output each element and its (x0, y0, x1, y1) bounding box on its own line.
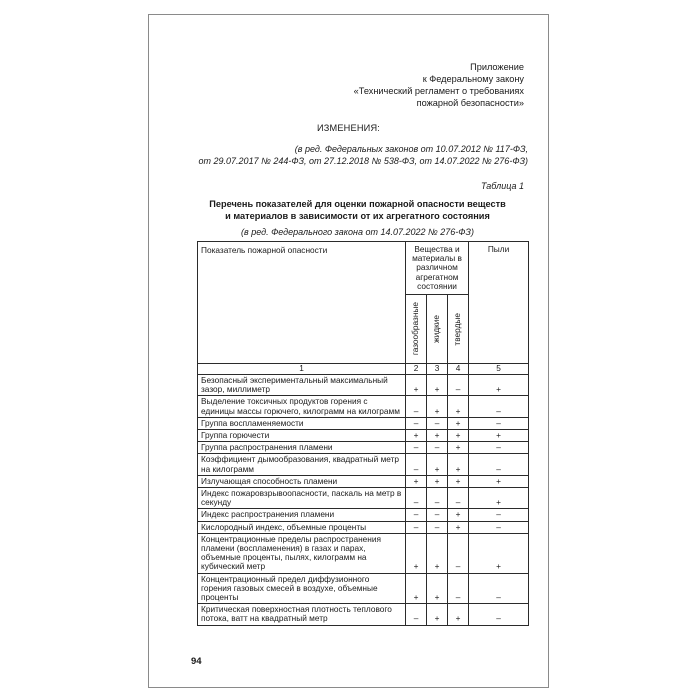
column-numbers-row (198, 364, 529, 375)
liquid-mark: – (427, 488, 448, 509)
dust-mark: + (469, 533, 529, 573)
header-indicator: Показатель пожарной опасности (198, 242, 406, 364)
header-solid (448, 295, 469, 364)
dust-mark: + (469, 430, 529, 442)
table-row (198, 430, 529, 442)
document-page (148, 14, 549, 688)
indicator-name: Выделение токсичных продуктов горения с единицы массы горючего, килограмм на килограмм (198, 396, 406, 417)
dust-mark: – (469, 521, 529, 533)
gaseous-mark: + (406, 533, 427, 573)
table-label: Таблица 1 (480, 181, 524, 191)
liquid-mark: + (427, 573, 448, 604)
table-row (198, 375, 529, 396)
dust-mark: + (469, 375, 529, 396)
indicator-name: Излучающая способность пламени (198, 475, 406, 487)
appendix-line: пожарной безопасности» (416, 98, 524, 108)
header-gaseous (406, 295, 427, 364)
dust-mark: – (469, 604, 529, 625)
gaseous-mark: – (406, 442, 427, 454)
changes-ref-line: (в ред. Федеральных законов от 10.07.2012 № 117-ФЗ, (294, 144, 528, 154)
indicator-name: Концентрационный предел диффузионного горения газовых смесей в воздухе, объемные проценты (198, 573, 406, 604)
table-row (198, 442, 529, 454)
header-dust: Пыли (469, 242, 529, 364)
dust-mark: + (469, 475, 529, 487)
gaseous-mark: – (406, 396, 427, 417)
indicator-name: Безопасный экспериментальный максимальный зазор, миллиметр (198, 375, 406, 396)
indicator-name: Группа горючести (198, 430, 406, 442)
dust-mark: – (469, 417, 529, 429)
appendix-header (264, 61, 524, 109)
changes-references (185, 143, 528, 167)
table-row (198, 417, 529, 429)
table-row (198, 604, 529, 625)
solid-mark: + (448, 417, 469, 429)
column-number: 4 (448, 364, 469, 375)
dust-mark: + (469, 488, 529, 509)
indicator-name: Кислородный индекс, объемные проценты (198, 521, 406, 533)
table-row (198, 488, 529, 509)
indicator-name: Критическая поверхностная плотность теплового потока, ватт на квадратный метр (198, 604, 406, 625)
table-row (198, 454, 529, 475)
liquid-mark: – (427, 509, 448, 521)
header-solid-label: твердые (452, 312, 463, 346)
gaseous-mark: + (406, 430, 427, 442)
liquid-mark: + (427, 396, 448, 417)
indicator-name: Группа воспламеняемости (198, 417, 406, 429)
solid-mark: + (448, 454, 469, 475)
gaseous-mark: – (406, 604, 427, 625)
solid-mark: – (448, 573, 469, 604)
liquid-mark: – (427, 417, 448, 429)
liquid-mark: + (427, 475, 448, 487)
indicator-name: Индекс распространения пламени (198, 509, 406, 521)
indicator-name: Концентрационные пределы распространения пламени (воспламенения) в газах и парах, объемные проценты, пылях, килограмм на кубический метр (198, 533, 406, 573)
gaseous-mark: – (406, 454, 427, 475)
column-number: 5 (469, 364, 529, 375)
solid-mark: + (448, 604, 469, 625)
dust-mark: – (469, 454, 529, 475)
table-row (198, 475, 529, 487)
gaseous-mark: + (406, 375, 427, 396)
table-row (198, 573, 529, 604)
gaseous-mark: – (406, 488, 427, 509)
indicator-name: Группа распространения пламени (198, 442, 406, 454)
header-gaseous-label: газообразные (410, 302, 421, 356)
solid-mark: + (448, 509, 469, 521)
solid-mark: – (448, 533, 469, 573)
dust-mark: – (469, 509, 529, 521)
dust-mark: – (469, 442, 529, 454)
liquid-mark: + (427, 430, 448, 442)
liquid-mark: + (427, 604, 448, 625)
gaseous-mark: – (406, 417, 427, 429)
gaseous-mark: + (406, 475, 427, 487)
indicator-name: Коэффициент дымообразования, квадратный метр на килограмм (198, 454, 406, 475)
indicators-table (197, 241, 529, 626)
solid-mark: + (448, 396, 469, 417)
dust-mark: – (469, 573, 529, 604)
solid-mark: + (448, 442, 469, 454)
liquid-mark: + (427, 454, 448, 475)
changes-ref-line: от 29.07.2017 № 244-ФЗ, от 27.12.2018 № 538-ФЗ, от 14.07.2022 № 276-ФЗ) (198, 156, 528, 166)
table-title (189, 198, 526, 222)
page-number: 94 (191, 656, 202, 667)
appendix-line: к Федеральному закону (422, 74, 524, 84)
liquid-mark: + (427, 375, 448, 396)
solid-mark: + (448, 430, 469, 442)
table-row (198, 396, 529, 417)
table-row (198, 509, 529, 521)
table-row (198, 533, 529, 573)
indicators-body (198, 375, 529, 626)
liquid-mark: – (427, 521, 448, 533)
gaseous-mark: + (406, 573, 427, 604)
solid-mark: + (448, 475, 469, 487)
header-liquid (427, 295, 448, 364)
solid-mark: – (448, 375, 469, 396)
liquid-mark: – (427, 442, 448, 454)
table-title-line: и материалов в зависимости от их агрегатного состояния (225, 211, 490, 221)
dust-mark: – (469, 396, 529, 417)
liquid-mark: + (427, 533, 448, 573)
solid-mark: + (448, 521, 469, 533)
gaseous-mark: – (406, 521, 427, 533)
solid-mark: – (448, 488, 469, 509)
changes-title: ИЗМЕНЕНИЯ: (316, 123, 381, 133)
column-number: 3 (427, 364, 448, 375)
header-liquid-label: жидкие (431, 315, 442, 343)
appendix-line: «Технический регламент о требованиях (353, 86, 524, 96)
table-reference: (в ред. Федерального закона от 14.07.2022 № 276-ФЗ) (241, 227, 474, 237)
appendix-line: Приложение (470, 62, 524, 72)
gaseous-mark: – (406, 509, 427, 521)
column-number: 2 (406, 364, 427, 375)
indicator-name: Индекс пожаровзрывоопасности, паскаль на метр в секунду (198, 488, 406, 509)
column-number: 1 (198, 364, 406, 375)
table-title-line: Перечень показателей для оценки пожарной опасности веществ (209, 199, 506, 209)
header-substances-group: Вещества и материалы в различном агрегатном состоянии (406, 242, 469, 295)
table-row (198, 521, 529, 533)
